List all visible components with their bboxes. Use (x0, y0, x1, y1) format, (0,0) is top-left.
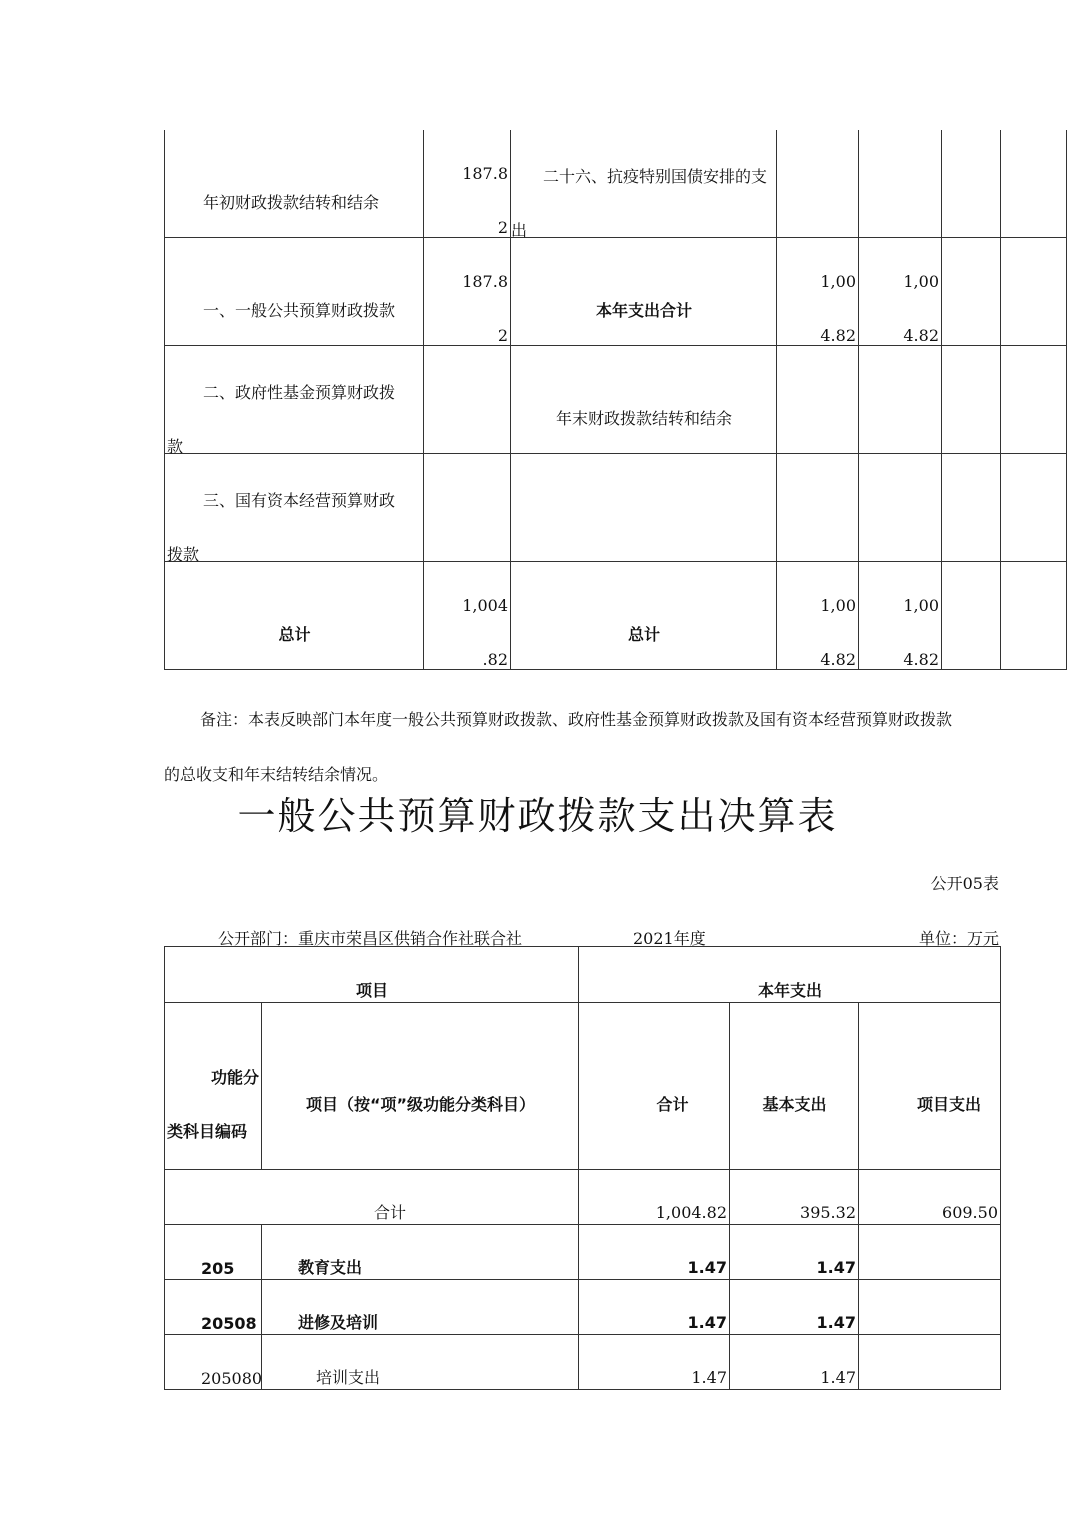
table-cell (579, 1225, 730, 1280)
table-cell (730, 1280, 859, 1335)
row-label: 年末财政拨款结转和结余 (555, 409, 732, 428)
row-name: 教育支出 (298, 1258, 363, 1277)
amount-line: 187.8 (462, 164, 508, 183)
row-label: 二十六、抗疫特别国债安排的支 (543, 167, 768, 186)
amount-line: 1,00 (903, 272, 939, 291)
row-code: 20508 (201, 1314, 257, 1333)
table-cell (165, 1225, 262, 1280)
table-cell (511, 562, 777, 670)
header-project: 项目 (355, 981, 388, 1000)
revenue-expense-table (164, 130, 1067, 670)
table-cell (1001, 238, 1067, 346)
table-cell (424, 238, 511, 346)
header-code: 功能分 (210, 1068, 259, 1087)
header-project-exp: 项目支出 (916, 1095, 981, 1114)
table-cell (859, 130, 942, 238)
table-cell (1001, 346, 1067, 454)
table-cell (859, 1280, 1001, 1335)
table-row (165, 1280, 1001, 1335)
table-cell (777, 238, 859, 346)
table-cell (942, 238, 1001, 346)
header-name: 项目（按“项”级功能分类科目） (305, 1095, 536, 1114)
row-code: 205 (201, 1259, 235, 1278)
table-cell (1001, 562, 1067, 670)
page-title: 一般公共预算财政拨款支出决算表 (237, 794, 838, 838)
table-cell (165, 1335, 262, 1390)
table-cell (859, 346, 942, 454)
table-row (165, 562, 1067, 670)
table-cell (730, 1170, 859, 1225)
total-value: 1.47 (691, 1368, 727, 1387)
table-row (165, 1170, 1001, 1225)
basic-value: 1.47 (816, 1258, 856, 1277)
table-cell (165, 1170, 579, 1225)
total-label: 合计 (373, 1203, 406, 1222)
table-cell (165, 562, 424, 670)
header-cell (730, 1003, 859, 1170)
table-cell (579, 1170, 730, 1225)
row-label: 年初财政拨款结转和结余 (203, 193, 380, 212)
header-cell (579, 1003, 730, 1170)
amount-line: 4.82 (820, 650, 856, 669)
table-cell (165, 238, 424, 346)
table-cell (1001, 454, 1067, 562)
table-cell (511, 238, 777, 346)
table-cell (859, 1225, 1001, 1280)
row-label: 二、政府性基金预算财政拨 (203, 383, 396, 402)
table-cell (730, 1225, 859, 1280)
amount-line: 4.82 (903, 650, 939, 669)
table-cell (165, 130, 424, 238)
amount-line: .82 (482, 650, 508, 669)
basic-value: 1.47 (816, 1313, 856, 1332)
department-label: 公开部门：重庆市荣昌区供销合作社联合社 (218, 929, 523, 948)
table-cell (165, 1280, 262, 1335)
table-cell (511, 130, 777, 238)
note-line: 备注：本表反映部门本年度一般公共预算财政拨款、政府性基金预算财政拨款及国有资本经营预算财政拨款 (200, 710, 953, 729)
table-cell (859, 562, 942, 670)
header-cell (859, 1003, 1001, 1170)
table-row (165, 238, 1067, 346)
amount-line: 1,00 (820, 596, 856, 615)
table-cell (424, 130, 511, 238)
amount-line: 1,004 (462, 596, 508, 615)
row-label: 一、一般公共预算财政拨款 (203, 301, 396, 320)
project-value: 609.50 (942, 1203, 998, 1222)
basic-value: 395.32 (800, 1203, 856, 1222)
amount-line: 187.8 (462, 272, 508, 291)
header-code: 类科目编码 (167, 1122, 248, 1141)
amount-line: 2 (497, 218, 508, 237)
table-cell (579, 1280, 730, 1335)
table-cell (424, 454, 511, 562)
unit-label: 单位：万元 (918, 929, 999, 948)
table-cell (942, 562, 1001, 670)
total-value: 1,004.82 (655, 1203, 727, 1222)
header-basic: 基本支出 (762, 1095, 827, 1114)
header-cell (165, 947, 579, 1003)
table-cell (424, 346, 511, 454)
amount-line: 1,00 (903, 596, 939, 615)
table-cell (262, 1280, 579, 1335)
total-value: 1.47 (687, 1313, 727, 1332)
row-label: 本年支出合计 (595, 301, 692, 320)
table-cell (942, 130, 1001, 238)
amount-line: 2 (497, 326, 508, 345)
row-label: 三、国有资本经营预算财政 (203, 491, 396, 510)
amount-line: 1,00 (820, 272, 856, 291)
table-cell (579, 1335, 730, 1390)
table-row (165, 346, 1067, 454)
table-cell (859, 1170, 1001, 1225)
header-total: 合计 (656, 1095, 689, 1114)
basic-value: 1.47 (820, 1368, 856, 1387)
row-label: 出 (511, 221, 528, 240)
table-cell (262, 1335, 579, 1390)
table-cell (777, 130, 859, 238)
table-cell (859, 454, 942, 562)
row-label: 款 (167, 437, 184, 456)
table-cell (859, 1335, 1001, 1390)
table-cell (1001, 130, 1067, 238)
row-label: 总计 (627, 625, 660, 644)
amount-line: 4.82 (903, 326, 939, 345)
expenditure-table (164, 946, 1001, 1390)
table-cell (165, 454, 424, 562)
row-label: 总计 (278, 625, 311, 644)
row-label: 拨款 (167, 545, 200, 564)
table-cell (424, 562, 511, 670)
table-cell (859, 238, 942, 346)
table-cell (165, 346, 424, 454)
row-code: 205080 (201, 1369, 263, 1388)
table-header-row (165, 947, 1001, 1003)
table-row (165, 130, 1067, 238)
table-cell (777, 562, 859, 670)
row-name: 进修及培训 (298, 1313, 379, 1332)
header-cell (262, 1003, 579, 1170)
table-cell (730, 1335, 859, 1390)
table-row (165, 1335, 1001, 1390)
table-cell (511, 454, 777, 562)
table-cell (777, 346, 859, 454)
form-number: 公开05表 (930, 874, 999, 893)
note-line: 的总收支和年末结转结余情况。 (164, 765, 389, 784)
total-value: 1.47 (687, 1258, 727, 1277)
table-header-row (165, 1003, 1001, 1170)
header-expense: 本年支出 (757, 981, 822, 1000)
header-cell (579, 947, 1001, 1003)
header-cell (165, 1003, 262, 1170)
table-cell (942, 346, 1001, 454)
row-name: 培训支出 (316, 1368, 381, 1387)
year-label: 2021年度 (633, 929, 706, 948)
table-row (165, 454, 1067, 562)
table-cell (777, 454, 859, 562)
table-cell (511, 346, 777, 454)
table-cell (942, 454, 1001, 562)
amount-line: 4.82 (820, 326, 856, 345)
table-cell (262, 1225, 579, 1280)
table-row (165, 1225, 1001, 1280)
